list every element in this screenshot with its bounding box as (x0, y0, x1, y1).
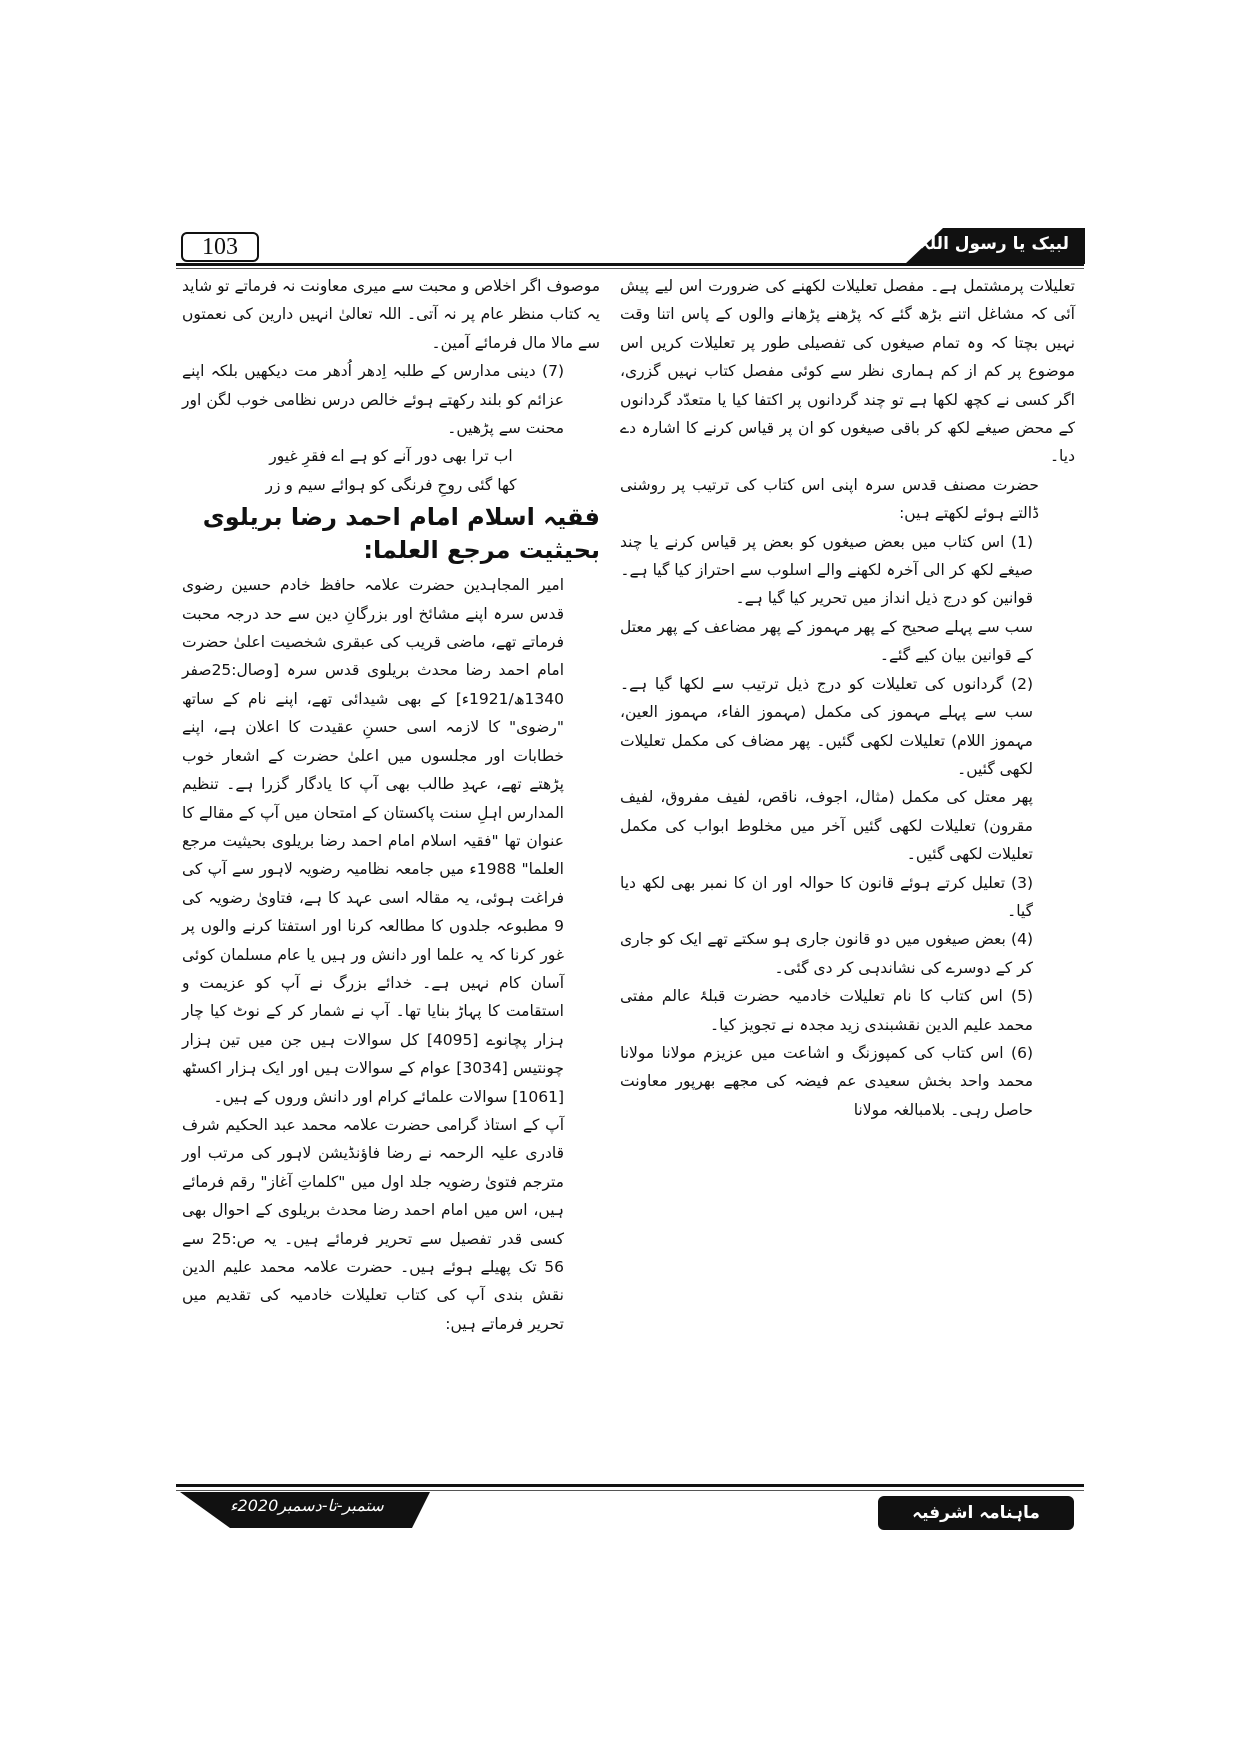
section-heading: فقیہ اسلام امام احمد رضا بریلوی بحیثیت مرجع العلما: (202, 503, 600, 565)
list-item: (6) اس کتاب کی کمپوزنگ و اشاعت میں عزیزم مولانا مولانا محمد واحد بخش سعیدی عم فیضہ کی مجھے بھرپور معاونت حاصل رہی۔ بلامبالغہ مولانا (620, 1043, 1033, 1119)
magazine-name: ماہنامہ اشرفیہ (878, 1496, 1074, 1530)
list-item: (1) اس کتاب میں بعض صیغوں کو بعض پر قیاس کرنے یا چند صیغے لکھ کر الی آخرہ لکھنے والے اسلوب سے احتراز کیا گیا ہے۔ (620, 532, 1033, 580)
header-divider (176, 263, 1084, 266)
list-item: (3) تعلیل کرتے ہوئے قانون کا حوالہ اور ان کا نمبر بھی لکھ دیا گیا۔ (620, 873, 1033, 920)
left-column (182, 272, 600, 1338)
paragraph: حضرت مصنف قدس سرہ اپنی اس کتاب کی ترتیب پر روشنی ڈالتے ہوئے لکھتے ہیں: (620, 475, 1039, 523)
list-item: (2) گردانوں کی تعلیلات کو درج ذیل ترتیب سے لکھا گیا ہے۔ سب سے پہلے مہموز کی مکمل (مہموز الفاء، مہموز العین، مہموز اللام) تعلیلات لکھی گئیں۔ پھر مضاف کی مکمل تعلیلات لکھی گئیں۔ (620, 674, 1033, 778)
footer-divider-thin (176, 1490, 1084, 1491)
header-tagline-tab (905, 228, 1085, 264)
paragraph: امیر المجاہدین حضرت علامہ حافظ خادم حسین رضوی قدس سرہ اپنے مشائخ اور بزرگانِ دین سے حد درجہ محبت فرماتے تھے، ماضی قریب کی عبقری شخصیت اعلیٰ حضرت امام احمد رضا محدث بریلوی قدس سرہ [وصال:25صفر 1340ھ/1921ء] کے بھی شیدائی تھے، اپنے نام کے ساتھ "رضوی" کا لازمہ اسی حسنِ عقیدت کا اعلان ہے، اپنے خطابات اور مجلسوں میں اعلیٰ حضرت کے اشعار خوب پڑھتے تھے، عہدِ طالب بھی آپ کا یادگار گزرا ہے۔ تنظیم المدارس اہلِ سنت پاکستان کے امتحان میں آپ کے مقالے کا عنوان تھا "فقیہ اسلام امام احمد رضا بریلوی بحیثیت مرجع العلما" 1988ء میں جامعہ نظامیہ رضویہ لاہور سے آپ کی فراغت ہوئی، یہ مقالہ اسی عہد کا ہے، فتاویٰ رضویہ کی 9 مطبوعہ جلدوں کا مطالعہ کرنا اور استفتا کرنے والوں پر غور کرنا کہ یہ علما اور دانش ور ہیں یا عام مسلمان کوئی آسان کام نہیں ہے۔ خدائے بزرگ نے آپ کو عزیمت و استقامت کا پہاڑ بنایا تھا۔ آپ نے شمار کر کے نوٹ کیا چار ہزار پچانوے [4095] کل سوالات ہیں جن میں تین ہزار چونتیس [3034] عوام کے سوالات ہیں اور ایک ہزار اکسٹھ [1061] سوالات علمائے کرام اور دانش وروں کے ہیں۔ (182, 576, 564, 1106)
poem-line: کھا گئی روحِ فرنگی کو ہوائے سیم و زر (265, 475, 517, 494)
footer-divider (176, 1484, 1084, 1487)
paragraph: آپ کے استاذ گرامی حضرت علامہ محمد عبد الحکیم شرف قادری علیہ الرحمہ نے رضا فاؤنڈیشن لاہور کی مرتب اور مترجم فتویٰ رضویہ جلد اول میں "کلماتِ آغاز" رقم فرمائے ہیں، اس میں امام احمد رضا محدث بریلوی کے احوال بھی کسی قدر تفصیل سے تحریر فرمائے ہیں۔ یہ ص:25 سے 56 تک پھیلے ہوئے ہیں۔ حضرت علامہ محمد علیم الدین نقش بندی آپ کی کتاب تعلیلات خادمیہ کی تقدیم میں تحریر فرماتے ہیں: (182, 1115, 564, 1333)
page-number: 103 (181, 232, 259, 262)
paragraph: تعلیلات پرمشتمل ہے۔ مفصل تعلیلات لکھنے کی ضرورت اس لیے پیش آئی کہ مشاغل اتنے بڑھ گئے کہ پڑھنے پڑھانے والوں کے پاس اتنا وقت نہیں بچتا کہ وہ تمام صیغوں کی تفصیلی طور پر تعلیلات کریں اس موضوع پر کم از کم ہماری نظر سے کوئی مفصل کتاب نہیں گزری، اگر کسی نے کچھ لکھا ہے تو چند گردانوں پر اکتفا کیا یا متعدّد گردانوں کے محض صیغے لکھ کر باقی صیغوں کو ان پر قیاس کرنے کا اشارہ دے دیا۔ (620, 277, 1075, 466)
list-item: قوانین کو درج ذیل انداز میں تحریر کیا گیا ہے۔ (735, 589, 1033, 608)
list-item: سب سے پہلے صحیح کے پھر مہموز کے پھر مضاعف کے پھر معتل کے قوانین بیان کیے گئے۔ (620, 617, 1033, 665)
header-tagline: لبیک یا رسول اللہ (919, 234, 1069, 254)
paragraph: موصوف اگر اخلاص و محبت سے میری معاونت نہ فرماتے تو شاید یہ کتاب منظر عام پر نہ آتی۔ اللہ تعالیٰ انہیں دارین کی نعمتوں سے مالا مال فرمائے آمین۔ (182, 277, 600, 352)
poem-line: اب ترا بھی دور آنے کو ہے اے فقرِ غیور (269, 447, 513, 466)
footer-issue-date-tab (180, 1492, 430, 1528)
issue-date: ستمبر-تا-دسمبر2020ء (230, 1496, 384, 1515)
right-column (620, 272, 1075, 1124)
list-item: پھر معتل کی مکمل (مثال، اجوف، ناقص، لفیف مفروق، لفیف مقرون) تعلیلات لکھی گئیں آخر میں مخلوط ابواب کی مکمل تعلیلات لکھی گئیں۔ (620, 788, 1033, 864)
list-item: (7) دینی مدارس کے طلبہ اِدھر اُدھر مت دیکھیں بلکہ اپنے عزائم کو بلند رکھتے ہوئے خالص درس نظامی خوب لگن اور محنت سے پڑھیں۔ (182, 362, 564, 438)
list-item: (5) اس کتاب کا نام تعلیلات خادمیہ حضرت قبلۂ عالم مفتی محمد علیم الدین نقشبندی زید مجدہ نے تجویز کیا۔ (620, 987, 1033, 1034)
list-item: (4) بعض صیغوں میں دو قانون جاری ہو سکتے تھے ایک کو جاری کر کے دوسرے کی نشاندہی کر دی گئی۔ (620, 930, 1033, 977)
header-divider-thin (176, 268, 1084, 269)
